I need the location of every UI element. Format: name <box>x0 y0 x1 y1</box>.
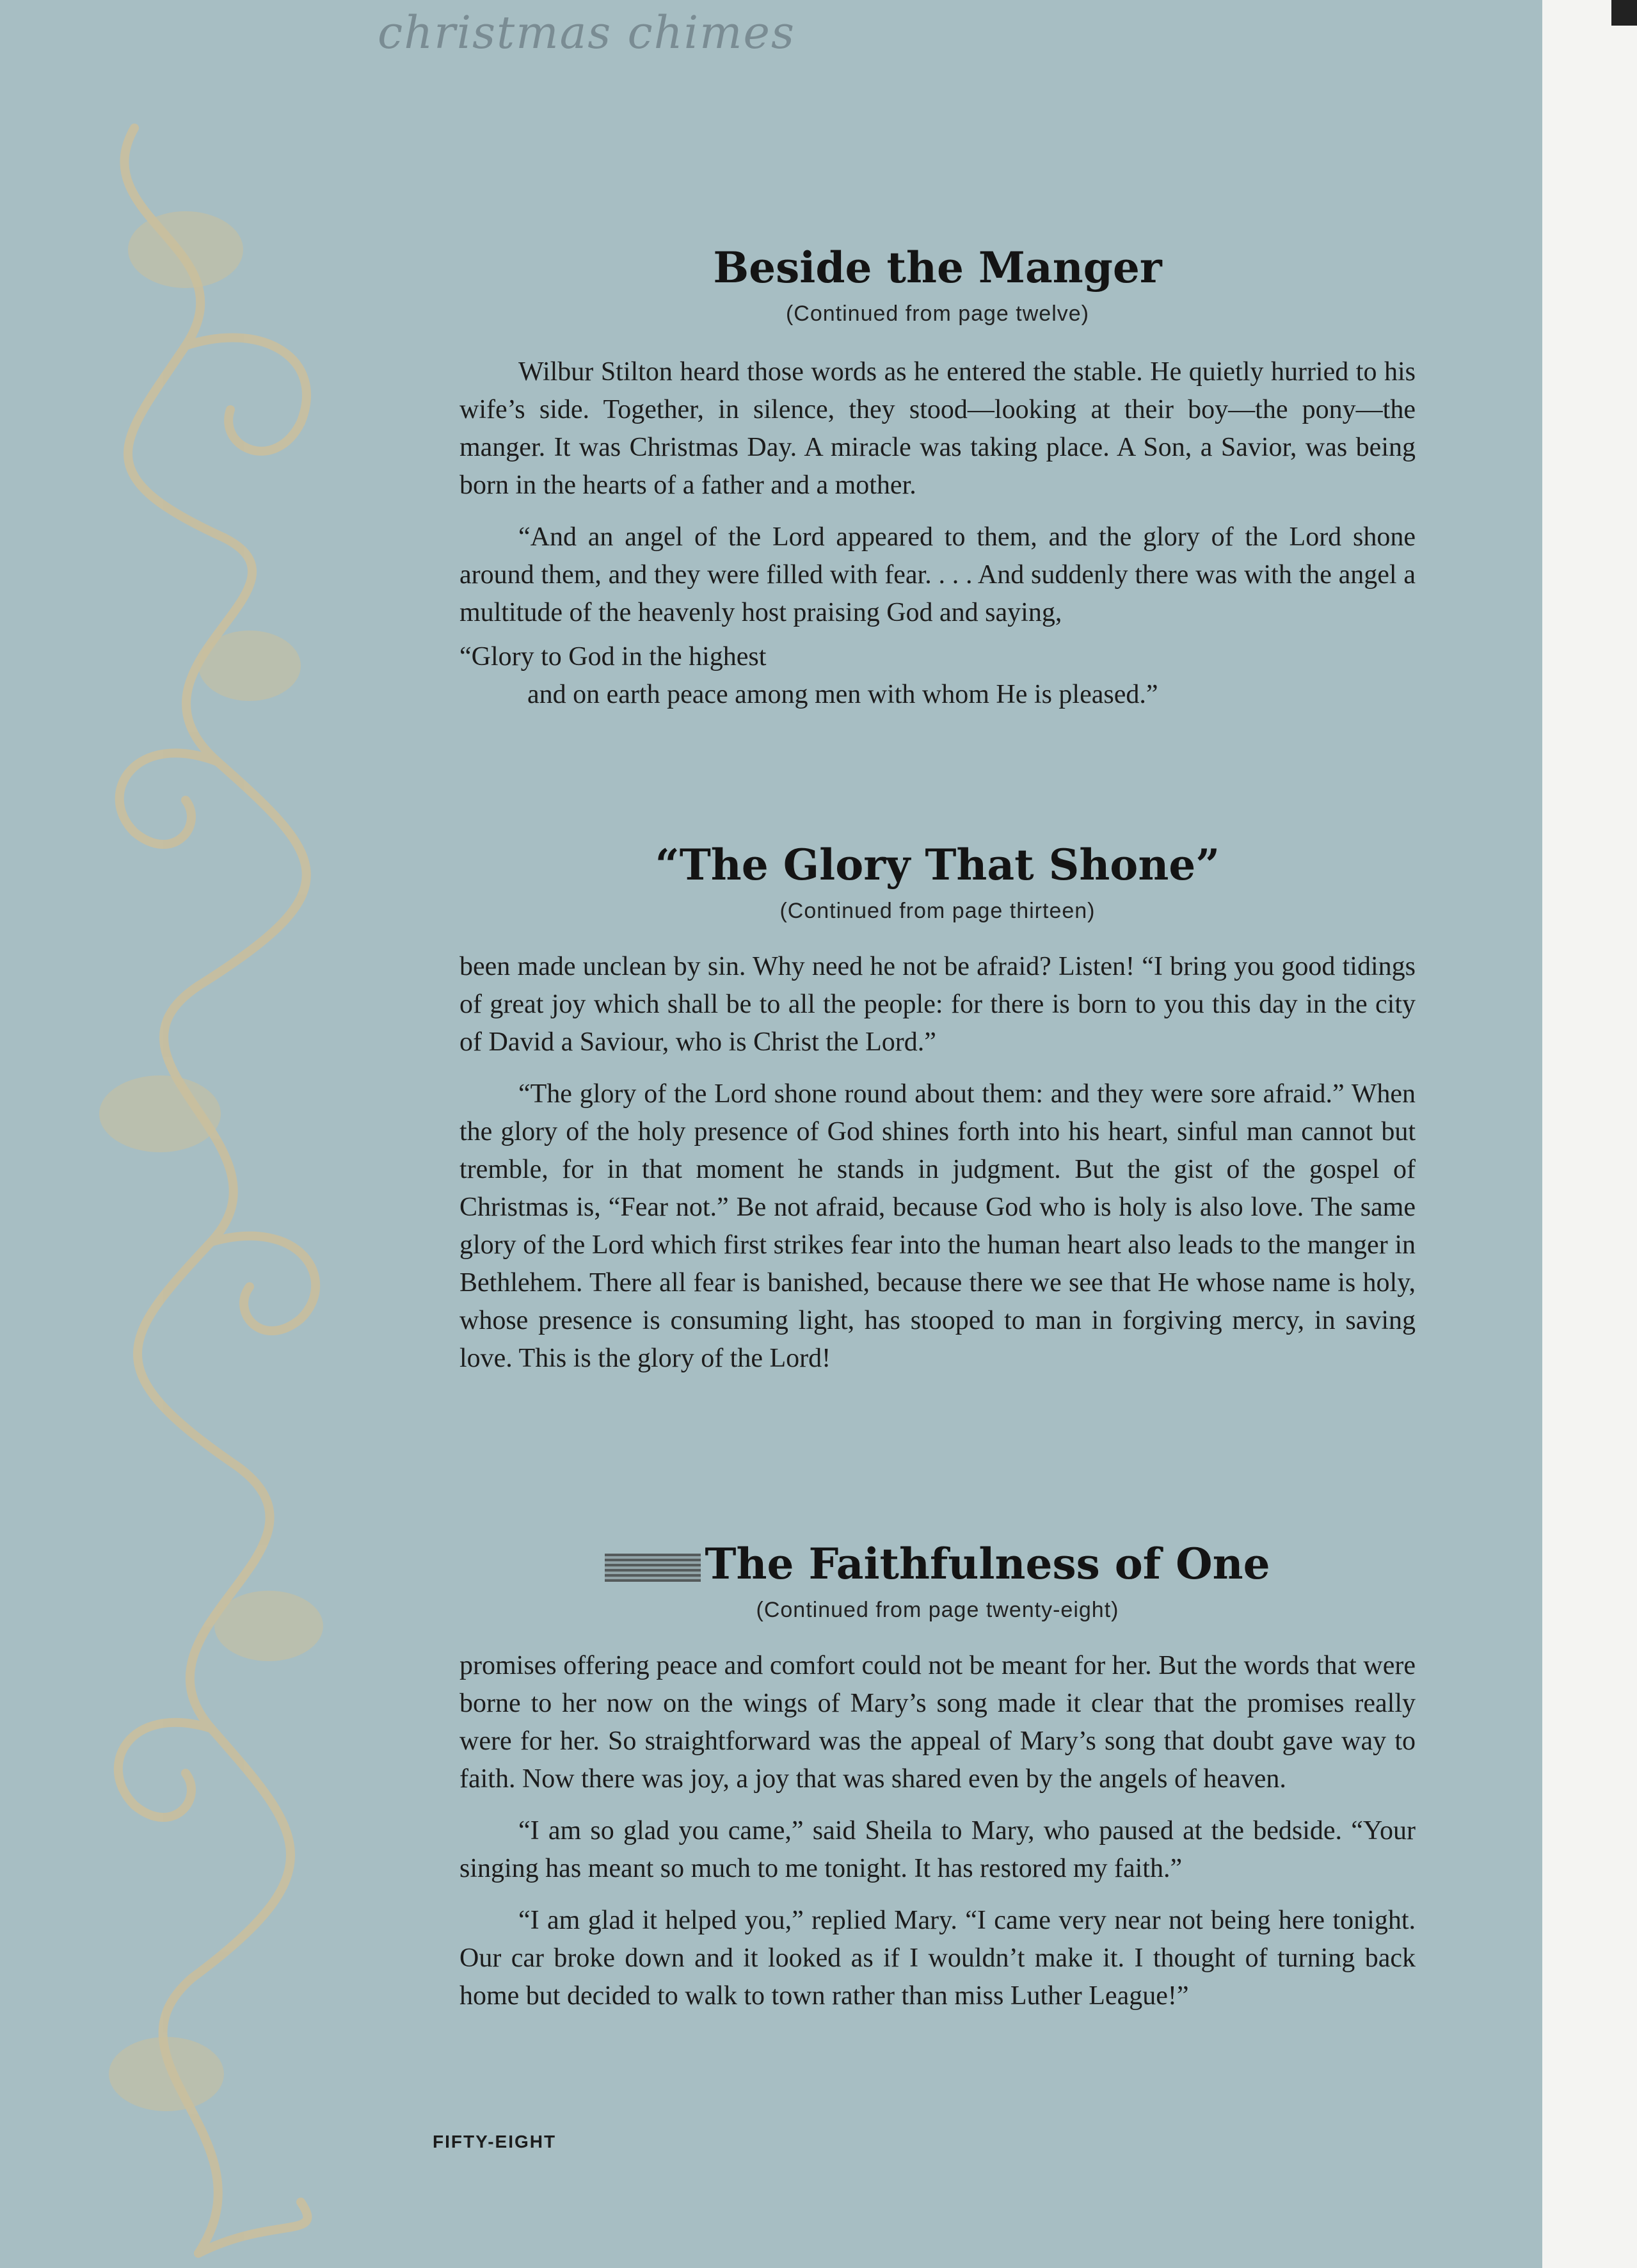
paragraph: “I am glad it helped you,” replied Mary. “I came very near not being here tonight. Our car broke down and it looked as if I wouldn’t make it. I thought of turning back home but decided to walk to town rather than miss Luther League!” <box>459 1906 1416 2011</box>
section-the-faithfulness-of-one <box>459 1539 1416 2015</box>
floral-ornament-border <box>58 90 416 2266</box>
section-title-text: The Faithfulness of One <box>705 1539 1270 1589</box>
section-the-glory-that-shone <box>459 840 1416 1378</box>
paragraph: been made unclean by sin. Why need he not be afraid? Listen! “I bring you good tidings of great joy which shall be to all the people: for there is born to you this day in the city of David a Saviour, who is Christ the Lord.” <box>459 952 1416 1057</box>
page-number: FIFTY-EIGHT <box>433 2132 557 2151</box>
paragraph: “And an angel of the Lord appeared to them, and the glory of the Lord shone around them, and they were filled with fear. . . . And suddenly there was with the angel a multitude of the heavenly host praising God and saying, <box>459 522 1416 627</box>
handwritten-note: christmas chimes <box>378 6 795 59</box>
section-beside-the-manger <box>459 243 1416 714</box>
corner-shadow <box>1611 0 1637 26</box>
paragraph: “I am so glad you came,” said Sheila to Mary, who paused at the bedside. “Your singing has meant so much to me tonight. It has restored my faith.” <box>459 1816 1416 1883</box>
continued-note: (Continued from page twenty-eight) <box>756 1598 1119 1622</box>
poem-line: and on earth peace among men with whom He is pleased.” <box>527 680 1158 709</box>
poem-line: “Glory to God in the highest <box>459 642 767 672</box>
paragraph: promises offering peace and comfort could not be meant for her. But the words that were borne to her now on the wings of Mary’s song made it clear that the promises really were for her. So straightforward was the appeal of Mary’s song that doubt gave way to faith. Now there was joy, a joy that was shared even by the angels of heaven. <box>459 1651 1416 1794</box>
paragraph: Wilbur Stilton heard those words as he entered the stable. He quietly hurried to his wife’s side. Together, in silence, they stood—looking at their boy—the pony—the manger. It was Christmas Day. A miracle was taking place. A Son, a Savior, was being born in the hearts of a father and a mother. <box>459 357 1416 500</box>
ink-smudge <box>605 1554 701 1582</box>
continued-note: (Continued from page twelve) <box>785 302 1089 326</box>
continued-note: (Continued from page thirteen) <box>779 899 1096 923</box>
section-title <box>459 1539 1416 1589</box>
paragraph: “The glory of the Lord shone round about them: and they were sore afraid.” When the glory of the holy presence of God shines forth into his heart, sinful man cannot but tremble, for in that moment he stands in judgment. But the gist of the gospel of Christmas is, “Fear not.” Be not afraid, because God who is holy is also love. The same glory of the Lord which first strikes fear into the human heart also leads to the manger in Bethlehem. There all fear is banished, because there we see that He whose name is holy, whose presence is consuming light, has stooped to man in forgiving mercy, in saving love. This is the glory of the Lord! <box>459 1079 1416 1373</box>
paper-edge <box>1542 0 1637 2268</box>
section-title: Beside the Manger <box>713 243 1162 293</box>
section-title: “The Glory That Shone” <box>655 840 1220 890</box>
